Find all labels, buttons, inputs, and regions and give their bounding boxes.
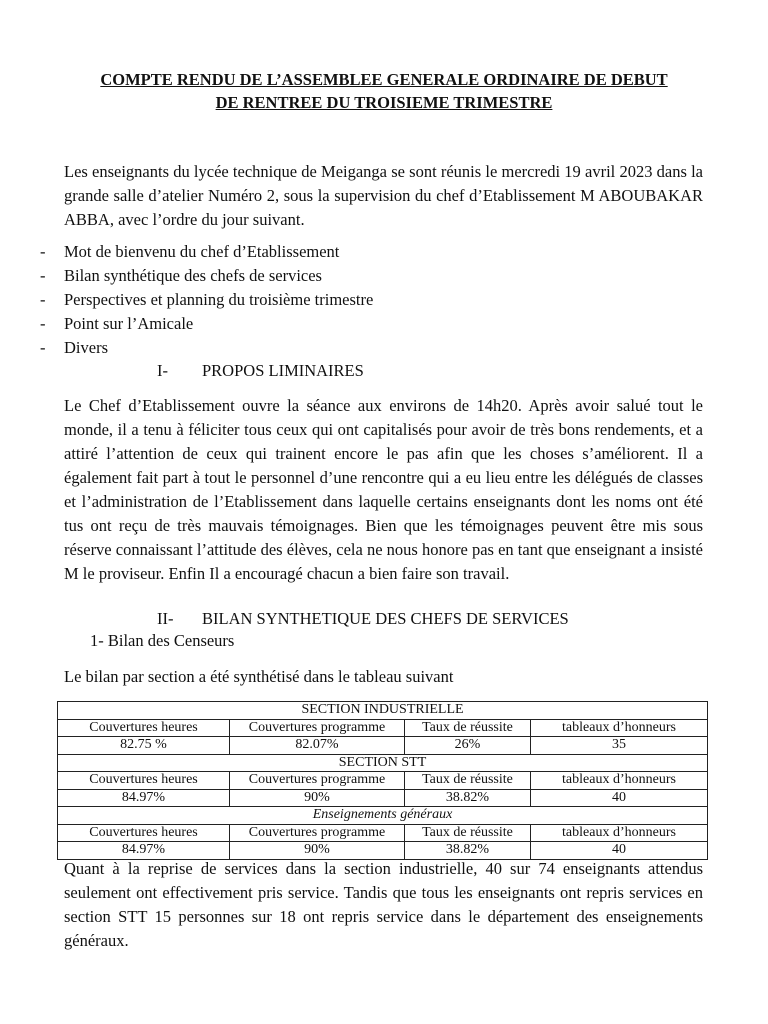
bullet-dash: - [40,338,46,357]
section-1-title: PROPOS LIMINAIRES [202,361,364,380]
section-1-paragraph: Le Chef d’Etablissement ouvre la séance aux environs de 14h20. Après avoir salué tout le monde, il a tenu à féliciter tous ceux qui ont capitalisés pour avoir de très bons rendements, et a attiré l’attention de ceux qui trainent encore le pas afin que les choses s’améliorent. Il a également fait part à tout le personnel d’une rencontre qui a eu lieu entre les délégués de classes et l’administration de l’Etablissement dans laquelle certains enseignants dont les noms ont été tus ont reçu de très mauvais témoignages. Bien que les témoignages peuvent être mis sous réserve connaissant l’attitude des élèves, cela ne nous honore pas en tant que enseignant a insisté M le proviseur. Enfin Il a encouragé chacun a bien faire son travail. [64,396,703,583]
table-cell: 38.82% [405,842,531,860]
table-row [58,789,708,807]
table-row [58,824,708,842]
bullet-dash: - [40,290,46,309]
document-title [40,68,728,114]
subsection-1-heading: 1- Bilan des Censeurs [90,631,235,650]
section-header-cell: SECTION STT [58,754,708,772]
list-item [40,336,700,360]
agenda-item-text: Mot de bienvenu du chef d’Etablissement [64,242,340,261]
agenda-item-text: Bilan synthétique des chefs de services [64,266,322,285]
column-header: Couvertures heures [58,772,230,790]
agenda-item-text: Divers [64,338,108,357]
table-cell: 38.82% [405,789,531,807]
table-cell: 84.97% [58,842,230,860]
table-row [58,737,708,755]
agenda-item-text: Point sur l’Amicale [64,314,194,333]
column-header: Couvertures heures [58,719,230,737]
bullet-dash: - [40,266,46,285]
table-cell: 40 [531,842,708,860]
table-row [58,719,708,737]
list-item [40,240,700,264]
list-item [40,312,700,336]
title-line-2: DE RENTREE DU TROISIEME TRIMESTRE [215,93,553,112]
title-line-1: COMPTE RENDU DE L’ASSEMBLEE GENERALE ORDINAIRE DE DEBUT [100,70,668,89]
table-cell: 82.75 % [58,737,230,755]
table-row [58,702,708,720]
section-2-title: BILAN SYNTHETIQUE DES CHEFS DE SERVICES [202,609,569,628]
table-cell: 40 [531,789,708,807]
table-cell: 90% [230,789,405,807]
bullet-dash: - [40,314,46,333]
section-header-cell: SECTION INDUSTRIELLE [58,702,708,720]
column-header: Couvertures heures [58,824,230,842]
table-cell: 82.07% [230,737,405,755]
column-header: tableaux d’honneurs [531,772,708,790]
column-header: Couvertures programme [230,772,405,790]
column-header: Taux de réussite [405,772,531,790]
table-cell: 35 [531,737,708,755]
section-header-cell: Enseignements généraux [58,807,708,825]
list-item [40,288,700,312]
agenda-list [40,240,700,360]
column-header: Couvertures programme [230,824,405,842]
column-header: Taux de réussite [405,824,531,842]
table-cell: 90% [230,842,405,860]
table-cell: 84.97% [58,789,230,807]
section-1-number: I- [157,361,168,380]
intro-paragraph: Les enseignants du lycée technique de Meiganga se sont réunis le mercredi 19 avril 2023 dans la grande salle d’atelier Numéro 2, sous la supervision du chef d’Etablissement M ABOUBAKAR ABBA, avec l’ordre du jour suivant. [64,162,703,229]
table-row [58,807,708,825]
closing-paragraph: Quant à la reprise de services dans la section industrielle, 40 sur 74 enseignants attendus seulement ont effectivement pris service. Tandis que tous les enseignants ont repris services en section STT 15 personnes sur 18 ont repris service dans le département des enseignements généraux. [64,859,703,950]
column-header: Couvertures programme [230,719,405,737]
list-item [40,264,700,288]
column-header: tableaux d’honneurs [531,719,708,737]
table-cell: 26% [405,737,531,755]
results-table [57,701,708,860]
section-2-number: II- [157,609,174,628]
agenda-item-text: Perspectives et planning du troisième trimestre [64,290,374,309]
bullet-dash: - [40,242,46,261]
column-header: Taux de réussite [405,719,531,737]
table-row [58,772,708,790]
table-intro: Le bilan par section a été synthétisé dans le tableau suivant [64,667,454,686]
section-1-heading [157,359,364,383]
table-row [58,754,708,772]
column-header: tableaux d’honneurs [531,824,708,842]
section-2-heading [157,607,569,631]
